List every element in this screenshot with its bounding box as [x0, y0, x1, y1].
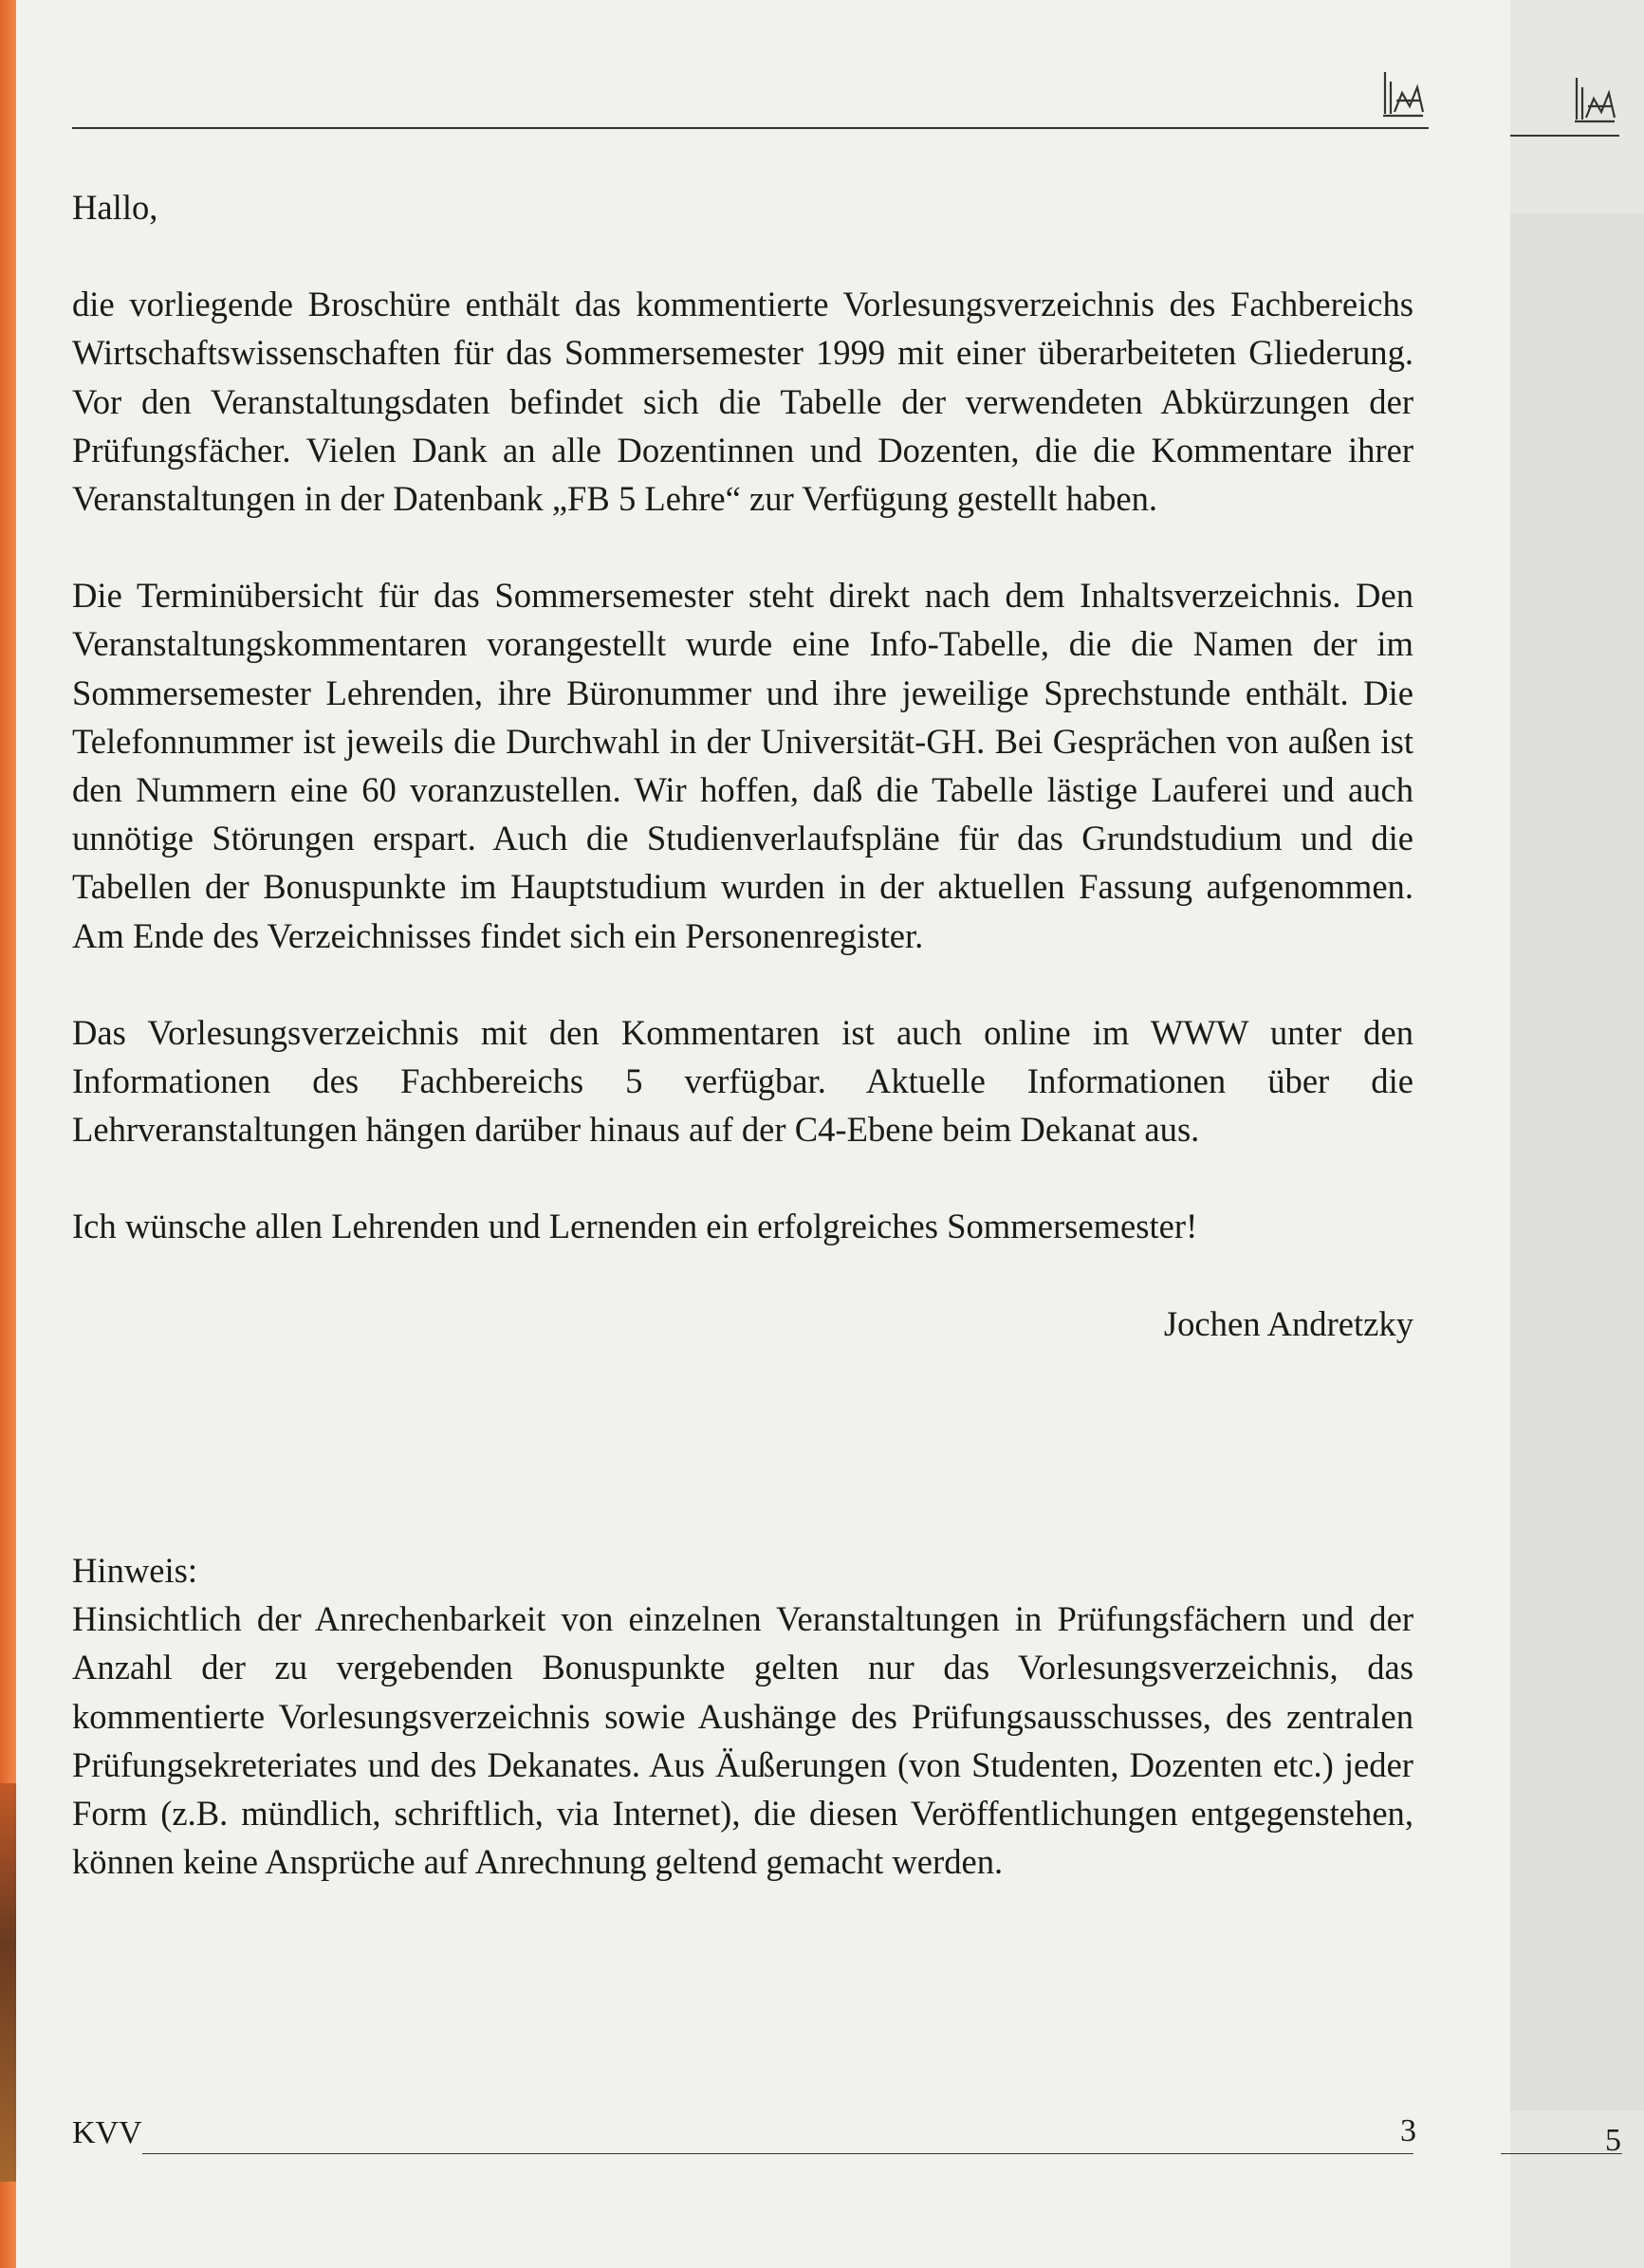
right-page-number: 5 [1605, 2123, 1621, 2158]
notice-text: Hinsichtlich der Anrechenbarkeit von einzelnen Veranstaltungen in Prüfungsfächern und der Anzahl der zu vergebenden Bonuspunkte gelten nur das Vorlesungsverzeichnis, das kommentierte Vorlesungsverzeichnis sowie Aushänge des Prüfungsausschusses, des zentralen Prüfungsekreteriates und des Dekanates. Aus Äußerungen (von Studenten, Dozenten etc.) jeder Form (z.B. mündlich, schriftlich, via Internet), die diesen Veröffentlichungen entgegenstehen, können keine Ansprüche auf Anrechnung geltend gemacht werden. [72, 1599, 1413, 1882]
right-header-rule [1510, 135, 1619, 137]
page-number: 3 [1400, 2113, 1416, 2148]
paragraph-wishes: Ich wünsche allen Lehrenden und Lernenden ein erfolgreiches Sommersemester! [72, 1207, 1198, 1246]
right-faculty-logo-icon [1573, 74, 1616, 125]
greeting: Hallo, [72, 188, 158, 227]
footer-rule [142, 2153, 1413, 2154]
footer-label: KVV [72, 2115, 142, 2150]
signature: Jochen Andretzky [1163, 1303, 1413, 1343]
right-footer-rule [1501, 2153, 1622, 2154]
paragraph-intro: die vorliegende Broschüre enthält das kommentierte Vorlesungsverzeichnis des Fachbereichs Wirtschaftswissenschaften für das Sommersemester 1999 mit einer überarbeiteten Gliederung. Vor den Veranstaltungsdaten befindet sich die Tabelle der verwendeten Abkürzungen der Prüfungsfächer. Vielen Dank an alle Dozentinnen und Dozenten, die die Kommentare ihrer Veranstaltungen in der Datenbank „FB 5 Lehre“ zur Verfügung gestellt haben. [72, 285, 1413, 519]
paragraph-online: Das Vorlesungsverzeichnis mit den Kommentaren ist auch online im WWW unter den Informationen des Fachbereichs 5 verfügbar. Aktuelle Informationen über die Lehrveranstaltungen hängen darüber hinaus auf der C4-Ebene beim Dekanat aus. [72, 1012, 1413, 1150]
letter [72, 183, 1413, 1348]
left-page-edge-shadow [0, 1783, 16, 2182]
faculty-logo-icon [1381, 68, 1425, 120]
right-page-shade [1510, 213, 1644, 2111]
paragraph-schedule: Die Terminübersicht für das Sommersemester steht direkt nach dem Inhaltsverzeichnis. Den Veranstaltungskommentaren vorangestellt wurde eine Info-Tabelle, die die Namen der im Sommersemester Lehrenden, ihre Büronummer und ihre jeweilige Sprechstunde enthält. Die Telefonnummer ist jeweils die Durchwahl in der Universität-GH. Bei Gesprächen von außen ist den Nummern eine 60 voranzustellen. Wir hoffen, daß die Tabelle lästige Lauferei und auch unnötige Störungen erspart. Auch die Studienverlaufspläne für das Grundstudium und die Tabellen der Bonuspunkte im Hauptstudium wurden in der aktuellen Fassung aufgenommen. Am Ende des Verzeichnisses findet sich ein Personenregister. [72, 576, 1413, 955]
header-rule [72, 127, 1429, 129]
notice-heading: Hinweis: [72, 1551, 198, 1590]
notice [72, 1546, 1413, 1886]
